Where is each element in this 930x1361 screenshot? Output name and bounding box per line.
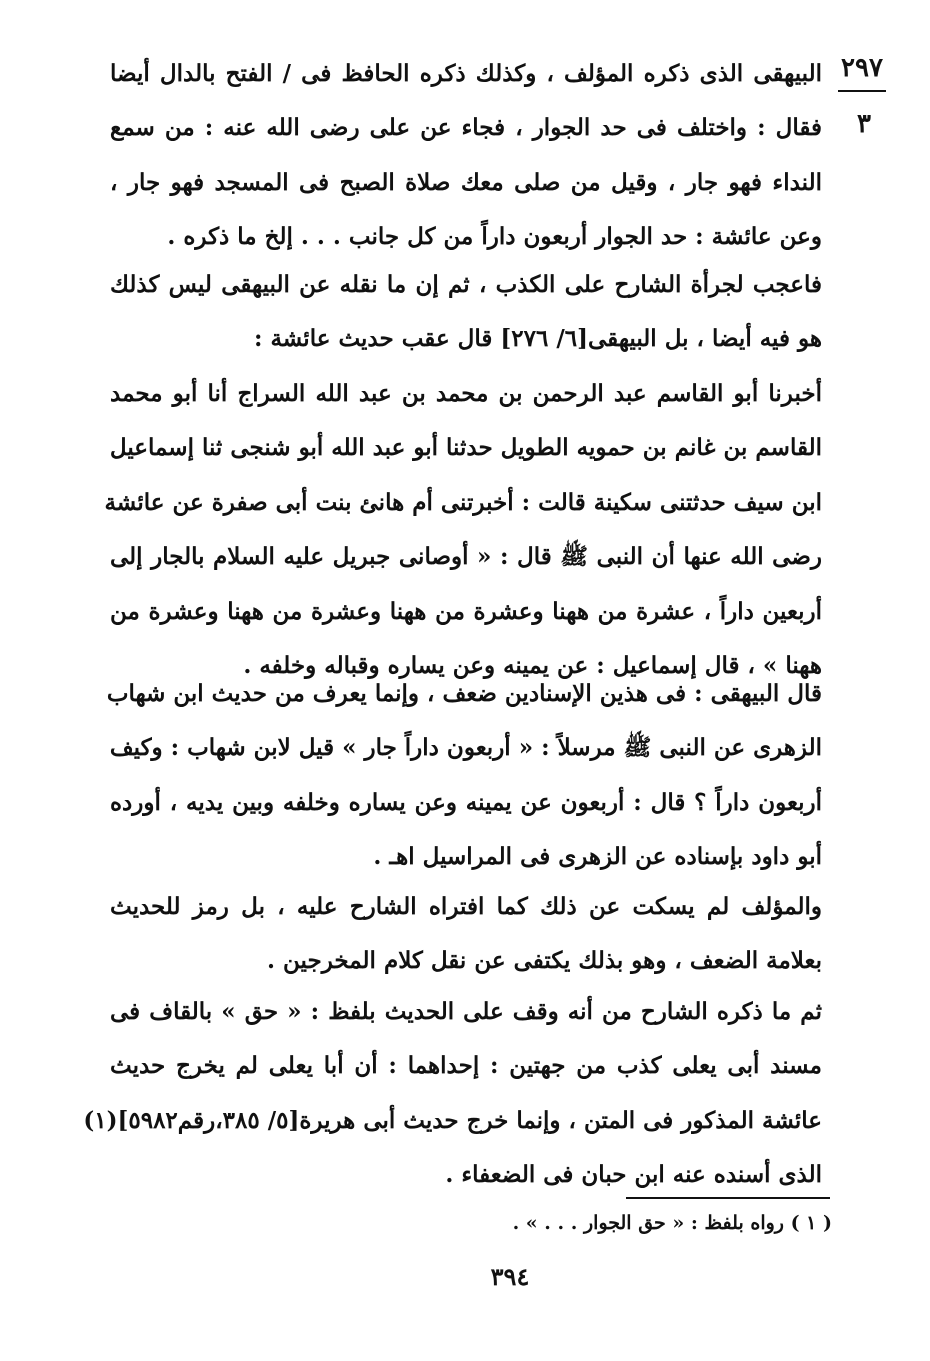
- text-line: أربعون داراً ؟ قال : أربعون عن يمينه وعن يساره وخلفه وبين يديه ، أورده: [110, 788, 822, 816]
- text-line: فقال : واختلف فى حد الجوار ، فجاء عن على رضى الله عنه : من سمع: [110, 114, 822, 142]
- paragraph-4: [106, 667, 822, 885]
- text-line: ههنا » ، قال إسماعيل : عن يمينه وعن يساره وقباله وخلفه .: [243, 651, 822, 679]
- text-line: البيهقى الذى ذكره المؤلف ، وكذلك ذكره الحافظ فى / الفتح بالدال أيضا: [110, 60, 822, 87]
- text-line: أخبرنا أبو القاسم عبد الرحمن بن محمد بن عبد الله السراج أنا أبو محمد: [110, 380, 822, 407]
- text-line: مسند أبى يعلى كذب من جهتين : إحداهما : أن أبا يعلى لم يخرج حديث: [110, 1052, 822, 1080]
- text-line: والمؤلف لم يسكت عن ذلك كما افتراه الشارح عليه ، بل رمز للحديث: [110, 893, 822, 920]
- text-line: الذى أسنده عنه ابن حبان فى الضعفاء .: [445, 1161, 822, 1189]
- entry-number-rule: [838, 90, 886, 92]
- paragraph-5: [110, 880, 822, 989]
- text-line: ثم ما ذكره الشارح من أنه وقف على الحديث بلفظ : « حق » بالقاف فى: [110, 998, 822, 1025]
- paragraph-2: [110, 258, 822, 367]
- text-line: وعن عائشة : حد الجوار أربعون داراً من كل جانب . . . إلخ ما ذكره .: [167, 223, 822, 251]
- text-line: فاعجب لجرأة الشارح على الكذب ، ثم إن ما نقله عن البيهقى ليس كذلك: [110, 271, 822, 298]
- sub-number: ٣: [857, 109, 871, 139]
- text-line: عائشة المذكور فى المتن ، وإنما خرج حديث أبى هريرة[٥/ ٣٨٥،رقم٥٩٨٢](١): [83, 1106, 822, 1134]
- footnote: ( ١ ) رواه بلفظ : « حق الجوار . . . » .: [512, 1212, 832, 1234]
- page-number: ٣٩٤: [490, 1262, 530, 1291]
- text-line: القاسم بن غانم بن حمويه الطويل حدثنا أبو عبد الله أبو شنجى ثنا إسماعيل: [109, 434, 822, 462]
- paragraph-3: [104, 367, 822, 693]
- text-line: رضى الله عنها أن النبى ﷺ قال : « أوصانى جبريل عليه السلام بالجار إلى: [110, 543, 822, 571]
- text-line: النداء فهو جار ، وقيل من صلى معك صلاة الصبح فى المسجد فهو جار ،: [110, 168, 822, 196]
- text-line: بعلامة الضعف ، وهو بذلك يكتفى عن نقل كلام المخرجين .: [267, 947, 822, 975]
- entry-number: ٢٩٧: [841, 53, 883, 83]
- text-line: هو فيه أيضا ، بل البيهقى[٦/ ٢٧٦] قال عقب حديث عائشة :: [253, 325, 822, 353]
- paragraph-6: [83, 985, 822, 1203]
- text-line: الزهرى عن النبى ﷺ مرسلاً : « أربعون داراً جار » قيل لابن شهاب : وكيف: [109, 734, 822, 762]
- text-line: قال البيهقى : فى هذين الإسنادين ضعف ، وإنما يعرف من حديث ابن شهاب: [106, 680, 822, 707]
- text-line: ابن سيف حدثتنى سكينة قالت : أخبرتنى أم هانئ بنت أبى صفرة عن عائشة: [104, 488, 822, 516]
- text-line: أربعين داراً ، عشرة من ههنا وعشرة من ههنا وعشرة من ههنا وعشرة من: [110, 597, 822, 625]
- text-line: أبو داود بإسناده عن الزهرى فى المراسيل اهـ .: [373, 843, 822, 871]
- paragraph-1: [110, 47, 822, 265]
- footnote-separator: [626, 1197, 830, 1199]
